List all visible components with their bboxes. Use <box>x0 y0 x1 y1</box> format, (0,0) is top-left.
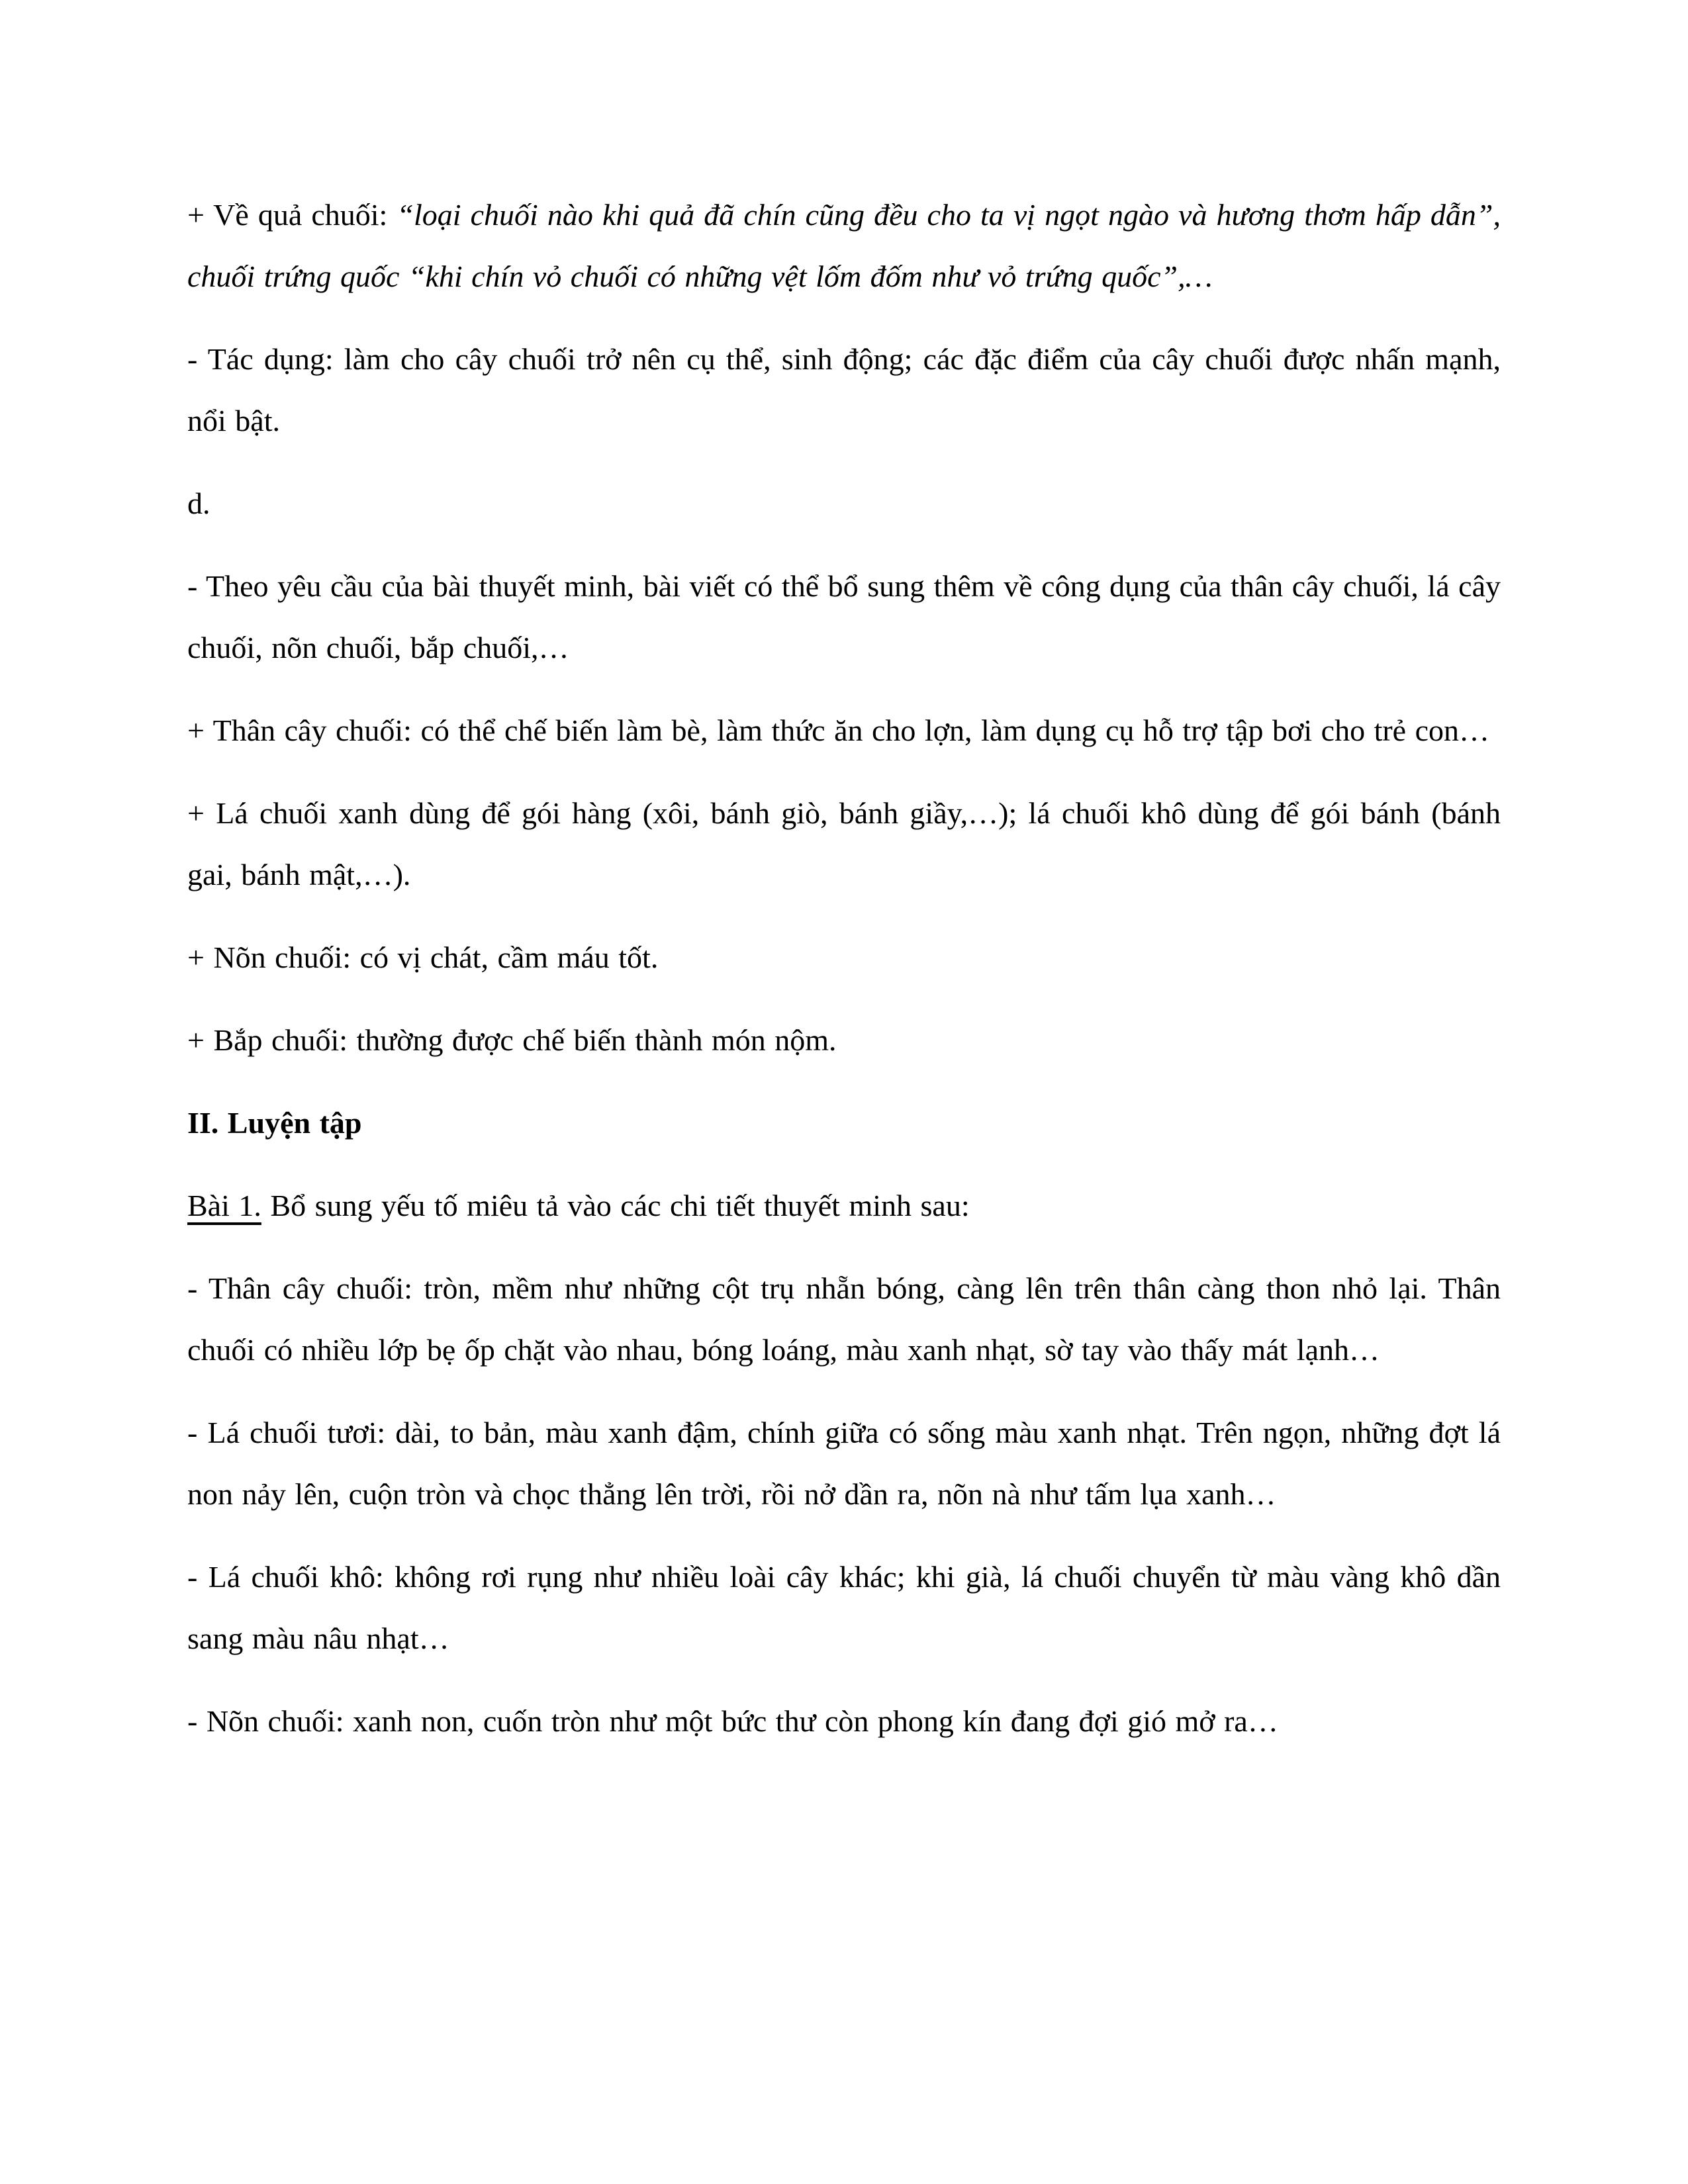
text-run: - Lá chuối tươi: dài, to bản, màu xanh đậm, chính giữa có sống màu xanh nhạt. Trên ngọn, những đợt lá non nảy lên, cuộn tròn và chọc thẳng lên trời, rồi nở dần ra, nõn nà như tấm lụa xanh… <box>187 1416 1501 1511</box>
para-than-cay-chuoi-mieu-ta <box>187 1257 1501 1381</box>
text-run: - Thân cây chuối: tròn, mềm như những cột trụ nhẵn bóng, càng lên trên thân càng thon nhỏ lại. Thân chuối có nhiều lớp bẹ ốp chặt vào nhau, bóng loáng, màu xanh nhạt, sờ tay vào thấy mát lạnh… <box>187 1271 1501 1367</box>
text-run: Bổ sung yếu tố miêu tả vào các chi tiết thuyết minh sau: <box>261 1189 970 1222</box>
text-run: d. <box>187 486 211 520</box>
para-than-cay-chuoi-cong-dung <box>187 700 1501 761</box>
para-non-chuoi-cong-dung <box>187 927 1501 988</box>
para-tac-dung <box>187 328 1501 451</box>
document-body <box>187 184 1501 1752</box>
para-muc-d <box>187 473 1501 534</box>
text-run: II. Luyện tập <box>187 1106 362 1140</box>
text-run: - Tác dụng: làm cho cây chuối trở nên cụ thể, sinh động; các đặc điểm của cây chuối được nhấn mạnh, nổi bật. <box>187 342 1501 437</box>
para-la-chuoi-kho <box>187 1546 1501 1669</box>
text-run: - Lá chuối khô: không rơi rụng như nhiều loài cây khác; khi già, lá chuối chuyển từ màu vàng khô dần sang màu nâu nhạt… <box>187 1560 1501 1655</box>
text-run: + Nõn chuối: có vị chát, cầm máu tốt. <box>187 940 659 974</box>
text-run: + Về quả chuối: <box>187 198 397 232</box>
para-la-chuoi-tuoi <box>187 1402 1501 1525</box>
text-run: + Bắp chuối: thường được chế biến thành món nộm. <box>187 1023 837 1057</box>
text-run: “loại chuối nào khi quả đã chín cũng đều cho ta vị ngọt ngào và hương thơm hấp dẫn”, chuối trứng quốc “khi chín vỏ chuối có những vệt lốm đốm như vỏ trứng quốc”,… <box>187 198 1501 293</box>
text-run: + Lá chuối xanh dùng để gói hàng (xôi, bánh giò, bánh giầy,…); lá chuối khô dùng để gói bánh (bánh gai, bánh mật,…). <box>187 796 1501 891</box>
text-run: - Nõn chuối: xanh non, cuốn tròn như một bức thư còn phong kín đang đợi gió mở ra… <box>187 1704 1278 1738</box>
heading-luyen-tap <box>187 1092 1501 1154</box>
para-bai-1 <box>187 1175 1501 1236</box>
text-run: + Thân cây chuối: có thể chế biến làm bè, làm thức ăn cho lợn, làm dụng cụ hỗ trợ tập bơi cho trẻ con… <box>187 713 1489 747</box>
para-la-chuoi-xanh <box>187 782 1501 905</box>
para-non-chuoi-mieu-ta <box>187 1690 1501 1752</box>
para-theo-yeu-cau <box>187 555 1501 678</box>
text-run: - Theo yêu cầu của bài thuyết minh, bài viết có thể bổ sung thêm về công dụng của thân cây chuối, lá cây chuối, nõn chuối, bắp chuối,… <box>187 569 1501 664</box>
text-run: Bài 1. <box>187 1189 261 1222</box>
para-ve-qua-chuoi <box>187 184 1501 307</box>
para-bap-chuoi <box>187 1009 1501 1071</box>
